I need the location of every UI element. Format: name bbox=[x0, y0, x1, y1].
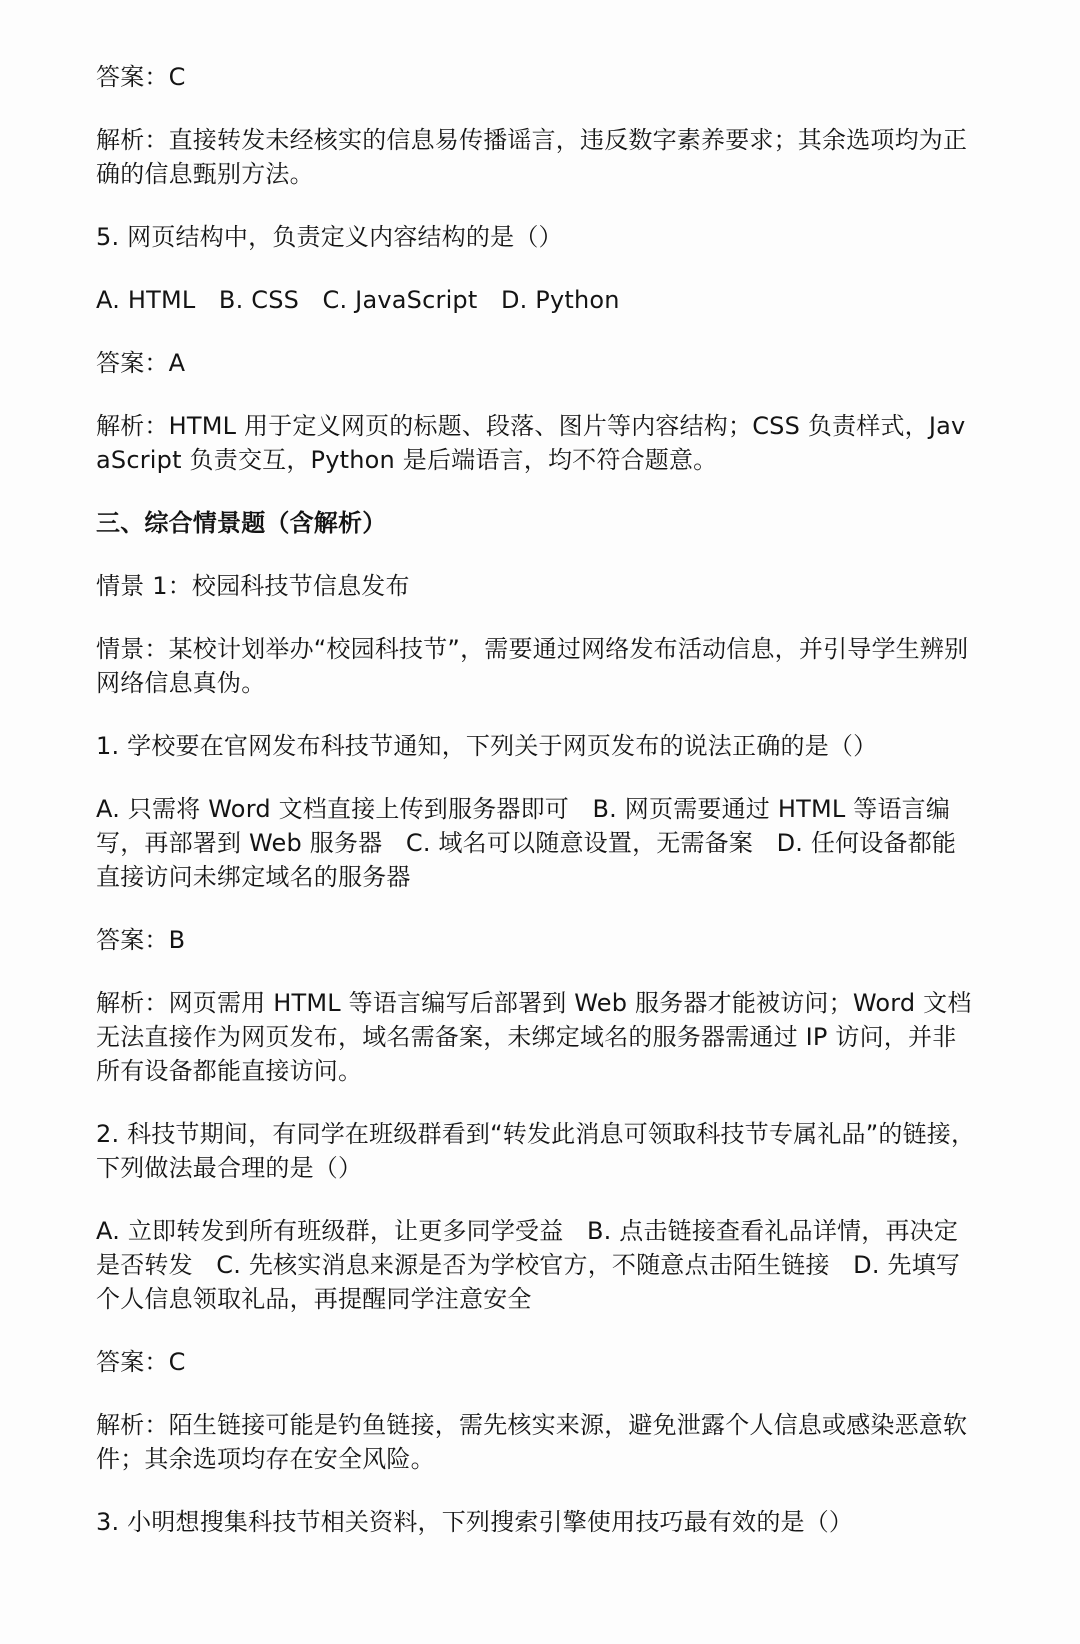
analysis-q4: 解析：直接转发未经核实的信息易传播谣言，违反数字素养要求；其余选项均为正确的信息甄别方法。 bbox=[96, 126, 968, 188]
scenario-1-question-3-stem: 3. 小明想搜集科技节相关资料，下列搜索引擎使用技巧最有效的是（） bbox=[96, 1508, 854, 1536]
scenario-1-question-1-options: A. 只需将 Word 文档直接上传到服务器即可 B. 网页需要通过 HTML 等语言编写，再部署到 Web 服务器 C. 域名可以随意设置，无需备案 D. 任何设备都能直接访问未绑定域名的服务器 bbox=[96, 795, 957, 891]
scenario-1-description: 情景：某校计划举办“校园科技节”，需要通过网络发布活动信息，并引导学生辨别网络信息真伪。 bbox=[96, 635, 969, 697]
scenario-1-question-2-answer: 答案：C bbox=[96, 1348, 186, 1376]
section-3-title: 三、综合情景题（含解析） bbox=[96, 509, 387, 537]
scenario-1-question-2-options: A. 立即转发到所有班级群，让更多同学受益 B. 点击链接查看礼品详情，再决定是否转发 C. 先核实消息来源是否为学校官方，不随意点击陌生链接 D. 先填写个人信息领取礼品，再提醒同学注意安全 bbox=[96, 1217, 961, 1313]
question-5-stem: 5. 网页结构中，负责定义内容结构的是（） bbox=[96, 223, 563, 251]
document-content bbox=[96, 60, 976, 1568]
scenario-1-title: 情景 1：校园科技节信息发布 bbox=[96, 572, 410, 600]
scenario-1-question-2-stem: 2. 科技节期间，有同学在班级群看到“转发此消息可领取科技节专属礼品”的链接，下列做法最合理的是（） bbox=[96, 1120, 976, 1182]
scenario-1-question-1-answer: 答案：B bbox=[96, 926, 186, 954]
scenario-1-question-2-analysis: 解析：陌生链接可能是钓鱼链接，需先核实来源，避免泄露个人信息或感染恶意软件；其余选项均存在安全风险。 bbox=[96, 1411, 968, 1473]
scenario-1-question-1-analysis: 解析：网页需用 HTML 等语言编写后部署到 Web 服务器才能被访问；Word 文档无法直接作为网页发布，域名需备案，未绑定域名的服务器需通过 IP 访问，并非所有设备都能直接访问。 bbox=[96, 989, 972, 1085]
analysis-q5: 解析：HTML 用于定义网页的标题、段落、图片等内容结构；CSS 负责样式，JavaScript 负责交互，Python 是后端语言，均不符合题意。 bbox=[96, 412, 966, 474]
answer-q4: 答案：C bbox=[96, 63, 186, 91]
question-5-options: A. HTML B. CSS C. JavaScript D. Python bbox=[96, 286, 620, 314]
answer-q5: 答案：A bbox=[96, 349, 186, 377]
scenario-1-question-1-stem: 1. 学校要在官网发布科技节通知，下列关于网页发布的说法正确的是（） bbox=[96, 732, 878, 760]
